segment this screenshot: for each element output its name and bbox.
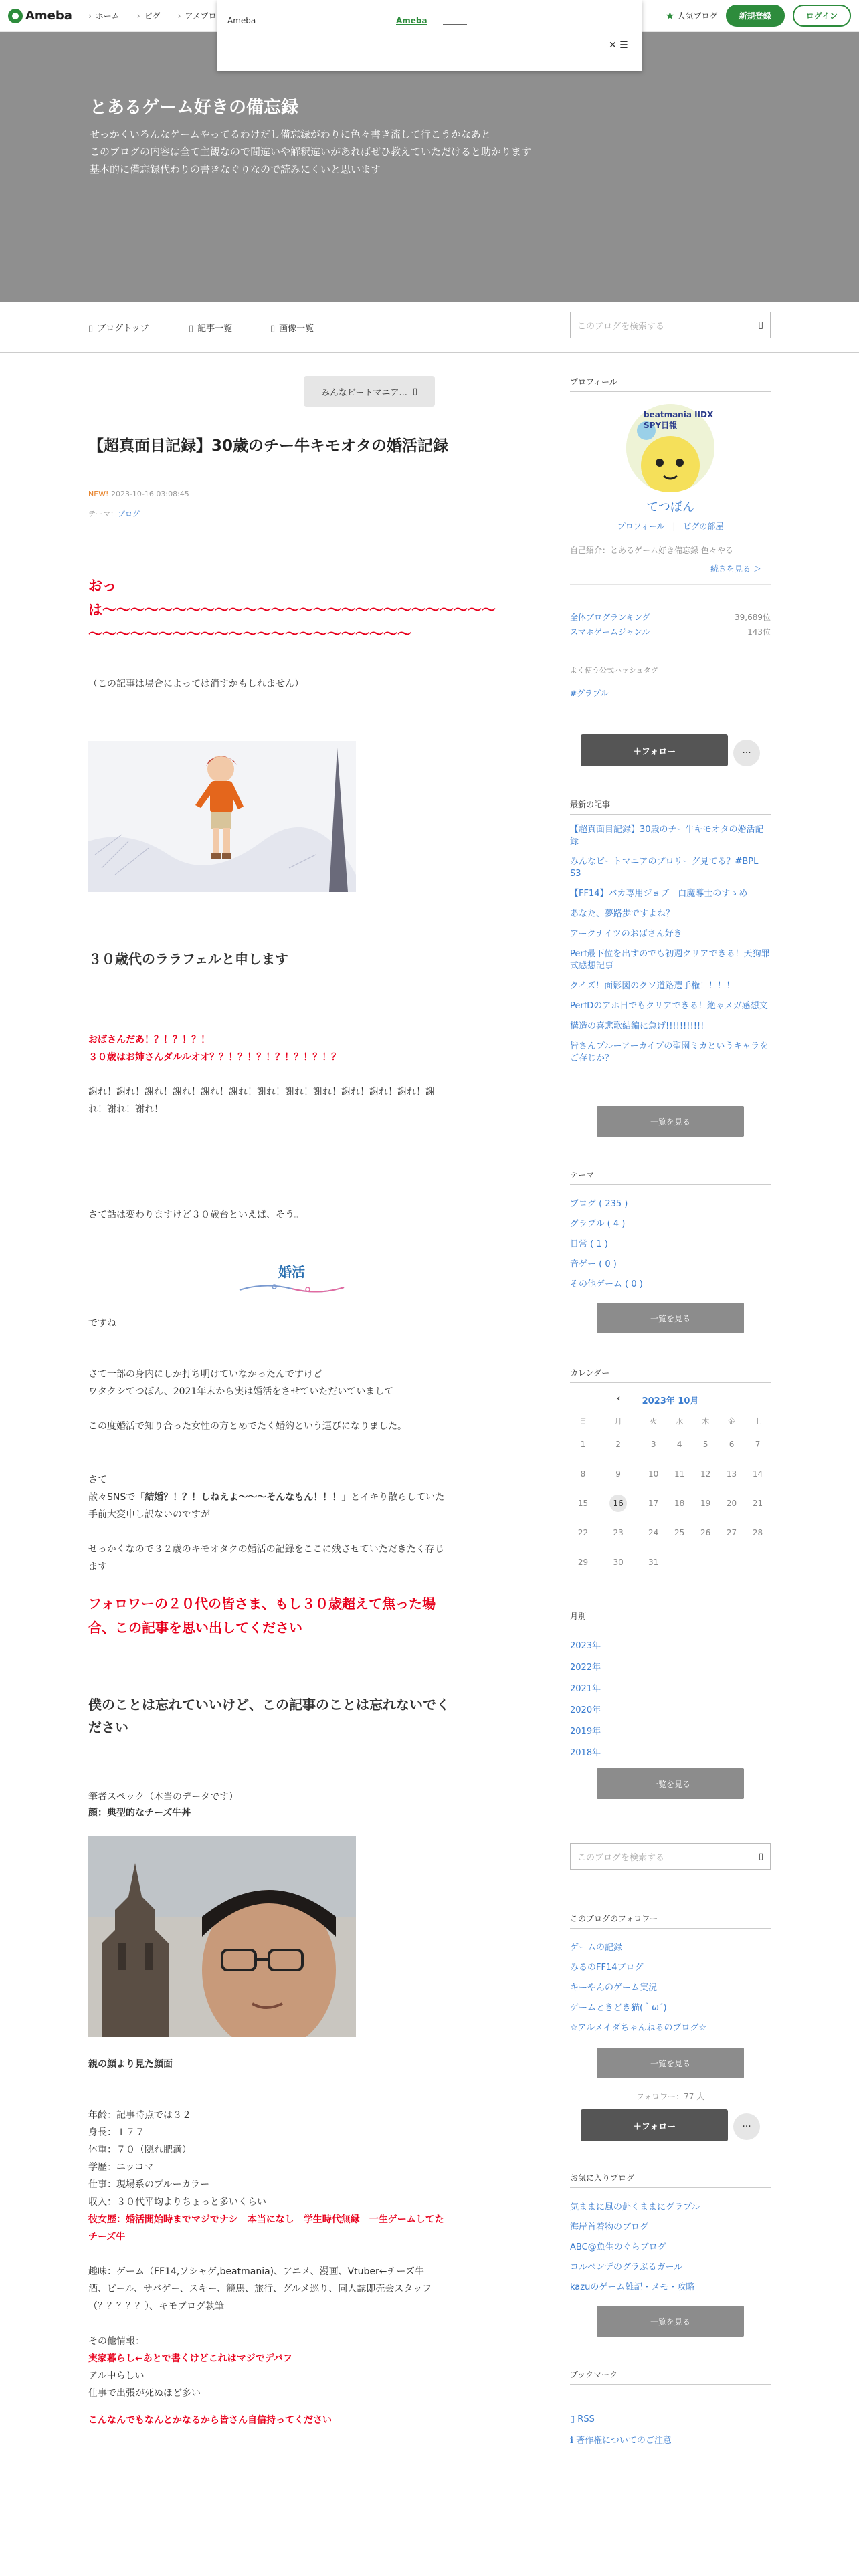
weekday-label: 水 (676, 1417, 684, 1426)
text-line: せっかくなので３２歳のキモオタクの婚活の記録をここに残させていただきたく存じ (88, 1544, 444, 1555)
wave-decoration-icon (238, 1281, 345, 1294)
login-button[interactable]: ログイン (793, 5, 851, 27)
calendar-day-number: 15 (577, 1499, 589, 1508)
monthly-heading: 月別 (570, 1610, 771, 1626)
search-icon[interactable]: ▯ (758, 1851, 763, 1862)
calendar-day-number: 19 (700, 1499, 711, 1508)
theme-link[interactable]: ブログ ( 235 ) (570, 1199, 628, 1209)
text-run: 散々SNSで「 (88, 1492, 145, 1503)
blog-search-input[interactable] (570, 312, 771, 338)
calendar-day-number: 29 (577, 1558, 589, 1567)
calendar-day[interactable] (719, 1489, 745, 1518)
calendar-day-number: 10 (648, 1469, 659, 1479)
paragraph-4 (88, 1541, 503, 1576)
calendar-day-number: 23 (613, 1528, 624, 1537)
ad-divider (443, 24, 467, 25)
text-line: ワタクシてつぼん、2021年末から実は婚活をさせていただいていまして (88, 1386, 394, 1397)
paragraph-1 (88, 1366, 503, 1400)
calendar-day[interactable] (596, 1518, 640, 1547)
desc-line: 基本的に備忘録代わりの書きなぐりなので読みにくいと思います (90, 163, 381, 175)
article-title[interactable]: 【超真面目記録】30歳のチー牛キモオタの婚活記録 (88, 433, 503, 465)
signup-button[interactable]: 新規登録 (726, 5, 785, 27)
theme-label: テーマ： (88, 510, 118, 518)
recent-article-link[interactable]: アークナイツのおばさん好き (570, 929, 682, 939)
ad-close-icon[interactable]: ✕ ☰ (609, 40, 628, 51)
greeting-line: 〜〜〜〜〜〜〜〜〜〜〜〜〜〜〜〜〜〜〜〜〜〜〜 (88, 626, 411, 642)
note-text: （この記事は場合によっては消すかもしれません） (88, 679, 304, 689)
calendar-grid (570, 1412, 771, 1577)
popular-blogs-link[interactable] (665, 9, 717, 22)
followers-callout (88, 1592, 503, 1640)
calendar-day-number: 21 (752, 1499, 763, 1508)
weekday-label: 火 (650, 1417, 658, 1426)
profile-links (570, 520, 771, 532)
prev-label: みんなビートマニア... (320, 387, 407, 398)
theme-link[interactable]: 日常 ( 1 ) (570, 1239, 608, 1249)
nav-ameblo[interactable]: › アメブロ (178, 10, 217, 21)
divider: | (672, 522, 676, 531)
text-line: 酒、ビール、サバゲー、スキー、競馬、旅行、グルメ巡り、同人誌即売会スタッフ (88, 2284, 432, 2294)
recent-articles-list (570, 824, 771, 1073)
calendar-day-number: 27 (726, 1528, 737, 1537)
calendar-day (692, 1547, 719, 1577)
callout-line: フォロワーの２０代の皆さま、もし３０歳超えて焦った場 (88, 1596, 436, 1612)
global-nav (88, 10, 217, 21)
ad-link[interactable]: Ameba (396, 16, 427, 25)
calendar-day[interactable] (745, 1489, 771, 1518)
calendar-day[interactable] (745, 1430, 771, 1459)
calendar-day (719, 1547, 745, 1577)
spec-list (88, 2107, 503, 2246)
favorites-see-all-button[interactable]: 一覧を見る (597, 2306, 744, 2337)
blog-description (90, 126, 692, 178)
nav-pigg[interactable]: › ピグ (137, 10, 161, 21)
text-line: （？？？？？）、キモブログ執筆 (88, 2301, 224, 2312)
text-line: 実家暮らし←あとで書くけどこれはマジでデバフ (88, 2353, 292, 2364)
calendar-day[interactable] (570, 1547, 596, 1577)
calendar-day[interactable] (570, 1430, 596, 1459)
pig-room-link[interactable]: ピグの部屋 (683, 522, 724, 531)
spec-item: 学歴：ニッコマ (88, 2162, 154, 2173)
calendar-day-number: 1 (580, 1440, 586, 1449)
bold-quote: 結婚？！？！しねえよ〜〜〜そんなもん！！！ (145, 1492, 342, 1503)
year-link[interactable]: 2018年 (570, 1748, 601, 1758)
calendar-day-number: 7 (755, 1440, 761, 1449)
favorite-blog-link[interactable]: 海岸首着物のブログ (570, 2222, 649, 2232)
favorite-blog-link[interactable]: 気ままに風の赴くままにグラブル (570, 2202, 700, 2212)
calendar-week (570, 1518, 771, 1547)
calendar-day-number: 30 (613, 1558, 624, 1567)
follower-blog-link[interactable]: ゲームの記録 (570, 1943, 623, 1953)
text-line: ます (88, 1562, 107, 1572)
search-icon[interactable]: ▯ (758, 320, 763, 330)
calendar-prev-icon[interactable]: ‹ (617, 1394, 621, 1404)
red-line: ３０歳はお姉さんダルルオオ？？！？！？！？！？！？！？ (88, 1052, 341, 1063)
recent-article-link[interactable]: PerfDのアホ日でもクリアできる！絶ゃメガ感想文 (570, 1001, 768, 1011)
theme-link[interactable]: その他ゲーム ( 0 ) (570, 1279, 643, 1289)
avatar-caption: beatmania IIDX SPY日報 (644, 410, 714, 430)
more-options-icon[interactable]: ··· (733, 2113, 760, 2140)
author-photo[interactable] (88, 1836, 356, 2037)
paragraph-3 (88, 1471, 503, 1523)
calendar-week (570, 1430, 771, 1459)
favorites-list (570, 2197, 700, 2298)
article-theme (88, 508, 140, 519)
chevron-right-icon: ▯ (412, 386, 418, 397)
year-link[interactable]: 2021年 (570, 1684, 601, 1694)
calendar-day[interactable] (692, 1518, 719, 1547)
year-link[interactable]: 2019年 (570, 1727, 601, 1737)
author-photo-illustration (88, 1836, 356, 2037)
text-line (88, 1489, 503, 1506)
calendar-day-number: 20 (726, 1499, 737, 1508)
nav-image-list[interactable]: ▯ 画像一覧 (270, 321, 314, 334)
calendar (570, 1394, 771, 1577)
calendar-day-number: 24 (648, 1528, 659, 1537)
self-intro: 自己紹介：とあるゲーム好き備忘録 色々やる (570, 546, 733, 555)
search-placeholder: このブログを検索する (577, 1852, 665, 1863)
calendar-day[interactable] (719, 1459, 745, 1489)
calendar-day[interactable] (666, 1489, 692, 1518)
anime-character-image[interactable] (88, 741, 356, 892)
calendar-day[interactable] (570, 1489, 596, 1518)
recent-article-link[interactable]: Perf最下位を出すのでも初週クリアできる！天狗罪式感想記事 (570, 949, 770, 971)
calendar-day[interactable] (719, 1430, 745, 1459)
more-options-icon[interactable]: ··· (733, 740, 760, 766)
forget-heading (88, 1693, 503, 1739)
calendar-day-number: 11 (674, 1469, 685, 1479)
calendar-day[interactable] (640, 1459, 666, 1489)
hobby-text (88, 2263, 503, 2315)
calendar-week (570, 1459, 771, 1489)
spec-item: 年齢：記事時点では３２ (88, 2110, 191, 2121)
text-line: その他情報： (88, 2336, 145, 2347)
recent-article-link[interactable]: あなた、夢路歩ですよね？ (570, 909, 675, 919)
calendar-day[interactable] (666, 1430, 692, 1459)
other-info (88, 2333, 503, 2402)
theme-heading: テーマ (570, 1169, 771, 1185)
calendar-day[interactable] (640, 1489, 666, 1518)
weekday-label: 月 (614, 1417, 622, 1426)
text-line: 仕事で出張が死ぬほど多い (88, 2388, 201, 2399)
year-link[interactable]: 2020年 (570, 1705, 601, 1715)
text-line: れ！謝れ！謝れ！ (88, 1104, 163, 1115)
spec-label: 筆者スペック（本当のデータです） (88, 1792, 238, 1802)
calendar-day[interactable] (745, 1459, 771, 1489)
follower-blog-link[interactable]: ゲームときどき猫(｀ω´) (570, 2003, 667, 2013)
nav-article-list[interactable]: ▯ 記事一覧 (189, 321, 232, 334)
ad-popup (217, 0, 642, 71)
calendar-day-number: 6 (729, 1440, 735, 1449)
red-callout (88, 1031, 341, 1066)
blog-header (0, 32, 859, 302)
text-line: 趣味：ゲーム（FF14,ソシャゲ,beatmania)、アニメ、漫画、Vtuber←チーズ牛 (88, 2266, 424, 2277)
ranking-value: 39,689位 (735, 613, 771, 622)
recent-article-link[interactable]: みんなビートマニアのプロリーグ見てる？#BPL S3 (570, 857, 759, 879)
ranking-label: スマホゲームジャンル (570, 627, 650, 637)
ranking-label: 全体ブログランキング (570, 613, 650, 622)
calendar-day[interactable] (596, 1547, 640, 1577)
author-name[interactable]: てつぼん (646, 500, 694, 514)
nav-blog-top[interactable]: ▯ ブログトップ (88, 321, 149, 334)
blog-title[interactable]: とあるゲーム好きの備忘録 (90, 98, 299, 118)
calendar-day[interactable] (570, 1518, 596, 1547)
search-placeholder: このブログを検索する (577, 321, 665, 332)
theme-link[interactable]: グラブル ( 4 ) (570, 1219, 626, 1229)
thanks-text (88, 1083, 503, 1118)
bookmark-heading: ブックマーク (570, 2369, 771, 2385)
star-icon: ★ (665, 9, 675, 22)
read-more-link[interactable]: 続きを見る ＞ (710, 564, 761, 574)
calendar-day[interactable] (719, 1518, 745, 1547)
recent-see-all-button[interactable]: 一覧を見る (597, 1106, 744, 1137)
follow-button[interactable]: ＋フォロー (581, 734, 728, 766)
previous-article-button[interactable] (304, 376, 435, 407)
weekday-label: 金 (728, 1417, 736, 1426)
desc-line: せっかくいろんなゲームやってるわけだし備忘録がわりに色々書き流して行こうかなあと (90, 128, 491, 140)
favorite-blog-link[interactable]: ABC@魚生のぐらブログ (570, 2242, 666, 2252)
calendar-day[interactable] (640, 1430, 666, 1459)
calendar-day-number: 12 (700, 1469, 711, 1479)
calendar-day-number: 9 (615, 1469, 621, 1479)
text-line: 手前大変申し訳ないのですが (88, 1509, 210, 1520)
calendar-day[interactable] (745, 1518, 771, 1547)
calendar-day[interactable] (640, 1547, 666, 1577)
follower-count: フォロワー：77 人 (636, 2092, 705, 2101)
desune-text: ですね (88, 1318, 116, 1329)
favorite-blog-link[interactable]: kazuのゲーム雑記・メモ・攻略 (570, 2282, 695, 2292)
follower-blog-link[interactable]: みるのFF14ブログ (570, 1963, 644, 1973)
konkatsu-heading (238, 1261, 345, 1297)
blog-nav (0, 302, 859, 353)
copyright-link[interactable] (570, 2433, 672, 2446)
calendar-week (570, 1489, 771, 1518)
calendar-day-number: 2 (615, 1440, 621, 1449)
callout-line: 合、この記事を思い出してください (88, 1620, 302, 1636)
heading-line: ださい (88, 1719, 128, 1735)
divider (570, 584, 771, 585)
recent-article-link[interactable]: 【超真面目記録】30歳のチー牛キモオタの婚活記録 (570, 825, 764, 847)
greeting-line: おっは〜〜〜〜〜〜〜〜〜〜〜〜〜〜〜〜〜〜〜〜〜〜〜〜〜〜〜〜 (88, 578, 496, 618)
desc-line: このブログの内容は全て主観なので間違いや解釈違いがあればぜひ教えていただけると助かります (90, 146, 532, 158)
followers-list (570, 1938, 706, 2038)
weekday-label: 日 (579, 1417, 587, 1426)
character-illustration (88, 741, 356, 892)
calendar-day-number: 25 (674, 1528, 685, 1537)
calendar-day[interactable] (666, 1518, 692, 1547)
follow-button-bottom[interactable]: ＋フォロー (581, 2109, 728, 2141)
calendar-day-number: 16 (609, 1495, 627, 1512)
calendar-day[interactable] (640, 1518, 666, 1547)
calendar-day-number: 4 (676, 1440, 682, 1449)
red-line: おばさんだあ！？！？！？！ (88, 1035, 210, 1045)
transition-text: さて話は変わりますけど３０歳台といえば、そう。 (88, 1210, 304, 1220)
hashtag-label: よく使う公式ハッシュタグ (570, 666, 658, 675)
calendar-day-number: 22 (577, 1528, 589, 1537)
ranking-value: 143位 (747, 627, 771, 637)
calendar-day (745, 1547, 771, 1577)
recent-article-link[interactable]: 皆さんブルーアーカイブの聖園ミカというキャラをご存じか？ (570, 1041, 769, 1063)
spec-item: 体重：７０（隠れ肥満） (88, 2145, 191, 2155)
rss-icon: ▯ (570, 2414, 578, 2424)
closing-text: こんなんでもなんとかなるから皆さん自信持ってください (88, 2415, 332, 2426)
calendar-day[interactable] (692, 1489, 719, 1518)
recent-article-link[interactable]: クイズ！面影図のクソ道路選手権！！！！ (570, 981, 735, 991)
ranking-row-1[interactable] (570, 611, 771, 623)
text-line: アル中らしい (88, 2371, 145, 2381)
theme-list (570, 1194, 643, 1295)
favorites-heading: お気に入りブログ (570, 2172, 771, 2188)
calendar-day[interactable] (666, 1459, 692, 1489)
heading-line: 僕のことは忘れていいけど、この記事のことは忘れないでく (88, 1697, 450, 1713)
popular-label: 人気ブログ (677, 11, 718, 21)
nav-home[interactable]: › ホーム (88, 10, 120, 21)
intro-heading: ３０歳代のララフェルと申します (88, 951, 288, 967)
year-link[interactable]: 2022年 (570, 1662, 601, 1673)
hashtag-link[interactable]: #グラブル (570, 689, 609, 698)
new-badge: NEW! (88, 490, 109, 498)
calendar-day[interactable] (570, 1459, 596, 1489)
article-date (88, 490, 189, 498)
followers-see-all-button[interactable]: 一覧を見る (597, 2048, 744, 2078)
theme-see-all-button[interactable]: 一覧を見る (597, 1303, 744, 1333)
text-line: さて一部の身内にしか打ち明けていなかったんですけど (88, 1369, 322, 1380)
recent-article-link[interactable]: 構造の喜悲歌結編に急げ!!!!!!!!!!! (570, 1021, 704, 1031)
profile-heading: プロフィール (570, 376, 771, 392)
calendar-heading: カレンダー (570, 1367, 771, 1383)
calendar-day[interactable] (596, 1430, 640, 1459)
favorite-blog-link[interactable]: コルベンデのグラぶるガール (570, 2262, 683, 2272)
text-line: 謝れ！謝れ！謝れ！謝れ！謝れ！謝れ！謝れ！謝れ！謝れ！謝れ！謝れ！謝れ！謝 (88, 1087, 435, 1097)
greeting-text (88, 574, 503, 646)
calendar-day-number: 8 (580, 1469, 586, 1479)
calendar-day-number: 5 (702, 1440, 708, 1449)
calendar-day[interactable] (692, 1459, 719, 1489)
ameba-logo-icon (8, 9, 23, 23)
calendar-day-number: 17 (648, 1499, 659, 1508)
spec-item: 彼女歴：婚活開始時までマジでナシ 本当になし 学生時代無縁 一生ゲームしてた (88, 2214, 444, 2225)
calendar-day[interactable] (596, 1459, 640, 1489)
spec-item: 身長：１７７ (88, 2127, 145, 2138)
calendar-day-number: 3 (650, 1440, 656, 1449)
calendar-day-number: 18 (674, 1499, 685, 1508)
followers-heading: このブログのフォロワー (570, 1913, 771, 1929)
spec-item: 収入：３０代平均よりちょっと多いくらい (88, 2197, 266, 2208)
calendar-day-number: 31 (648, 1558, 659, 1567)
recent-article-link[interactable]: 【FF14】バカ専用ジョブ 白魔導士のすゝめ (570, 889, 748, 899)
spec-item: 仕事：現場系のブルーカラー (88, 2179, 210, 2190)
calendar-title: 2023年 10月 (642, 1396, 699, 1406)
theme-link[interactable]: ブログ (118, 510, 140, 518)
rss-label: RSS (577, 2414, 595, 2424)
photo-caption: 親の顔より見た顔面 (88, 2059, 173, 2070)
text-run: 」とイキり散らしていた (341, 1492, 445, 1503)
theme-link[interactable]: 音ゲー ( 0 ) (570, 1259, 617, 1269)
paragraph-2: この度婚活で知り合った女性の方とめでたく婚約という運びになりました。 (88, 1421, 407, 1432)
calendar-month (570, 1394, 771, 1412)
ad-label: Ameba (227, 16, 256, 25)
face-label: 顔：典型的なチーズ牛丼 (88, 1808, 191, 1818)
calendar-day-number: 14 (752, 1469, 763, 1479)
calendar-day (666, 1547, 692, 1577)
weekday-label: 木 (702, 1417, 710, 1426)
weekday-label: 土 (754, 1417, 762, 1426)
calendar-week (570, 1547, 771, 1577)
konkatsu-word: 婚活 (278, 1264, 305, 1280)
recent-heading: 最新の記事 (570, 798, 771, 815)
year-link[interactable]: 2023年 (570, 1641, 601, 1651)
copyright-label: 著作権についてのご注意 (576, 2436, 672, 2446)
spec-item: チーズ牛 (88, 2232, 126, 2242)
date-text: 2023-10-16 03:08:45 (110, 490, 189, 498)
logo-text: Ameba (25, 9, 72, 23)
info-icon: ℹ (570, 2436, 577, 2446)
calendar-day-number: 26 (700, 1528, 711, 1537)
monthly-see-all-button[interactable]: 一覧を見る (597, 1768, 744, 1799)
calendar-day[interactable] (596, 1489, 640, 1518)
profile-link[interactable]: プロフィール (617, 522, 665, 531)
ranking-row-2[interactable] (570, 626, 771, 637)
sidebar-search-input[interactable] (570, 1843, 771, 1870)
calendar-day-number: 13 (726, 1469, 737, 1479)
rss-link[interactable] (570, 2414, 595, 2424)
text-line: さて (88, 1475, 107, 1485)
follower-blog-link[interactable]: ☆アルメイダちゃんねるのブログ☆ (570, 2023, 707, 2033)
monthly-list (570, 1636, 601, 1764)
calendar-day[interactable] (692, 1430, 719, 1459)
follower-blog-link[interactable]: キーやんのゲーム実況 (570, 1983, 658, 1993)
calendar-day-number: 28 (752, 1528, 763, 1537)
ameba-logo[interactable] (8, 9, 72, 23)
